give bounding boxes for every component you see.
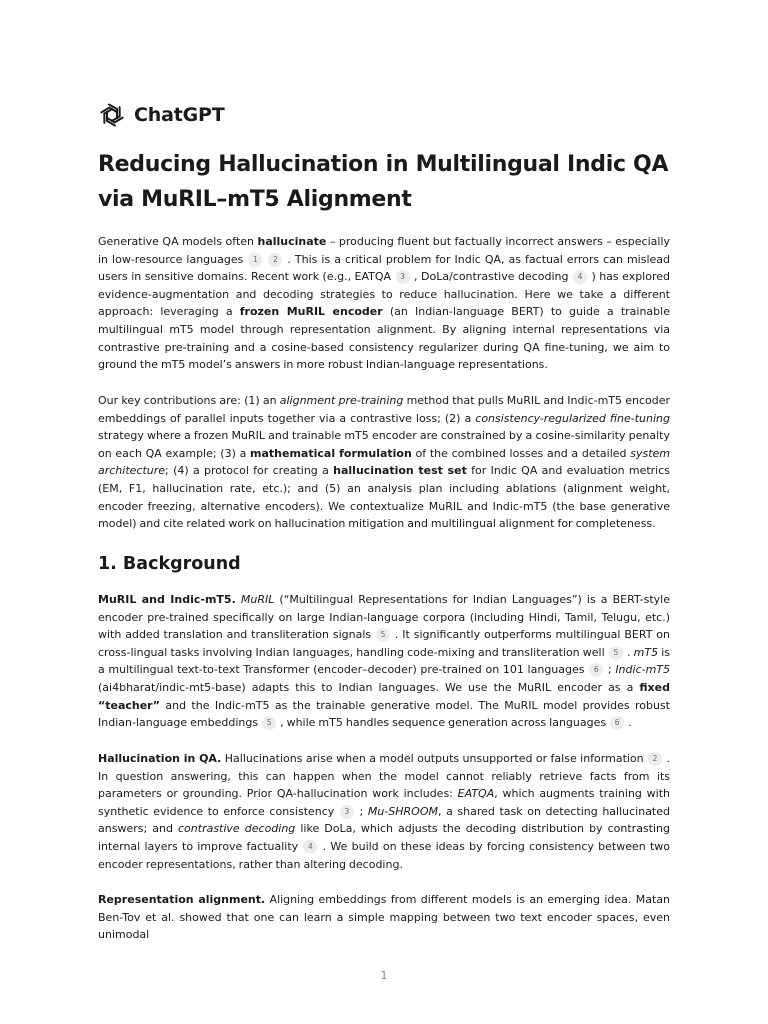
halluc-text: , which augments training with synthetic evidence to enforce consistency <box>98 787 671 818</box>
intro-text: , DoLa/contrastive decoding <box>414 270 572 284</box>
contributions-paragraph <box>98 392 670 533</box>
intro-text: – producing fluent but factually incorrect answers – especially in low-resource languages <box>98 235 670 266</box>
muril-italic: MuRIL <box>240 593 275 606</box>
halluc-text: ; <box>359 804 368 818</box>
citation-badge[interactable]: 1 <box>248 253 262 267</box>
citation-badge[interactable]: 2 <box>268 253 282 267</box>
muril-paragraph <box>98 591 670 732</box>
hallucination-paragraph <box>98 750 670 873</box>
intro-text: Generative QA models often <box>98 235 258 248</box>
paragraph-label: Representation alignment. <box>98 893 266 906</box>
page-number: 1 <box>380 969 388 982</box>
paragraph-label: Hallucination in QA. <box>98 752 222 765</box>
contrib-text: Our key contributions are: (1) an <box>98 394 280 407</box>
openai-logo-icon <box>98 101 126 129</box>
muril-text: is a multilingual text-to-text Transformer (encoder–decoder) pre-trained on 101 languages <box>98 645 671 677</box>
muril-text: , while mT5 handles sequence generation across languages <box>280 716 610 730</box>
section-heading: 1. Background <box>98 554 241 574</box>
citation-badge[interactable]: 6 <box>610 716 624 730</box>
intro-text: . This is a critical problem for Indic QA, as factual errors can mislead users in sensitive domains. Recent work (e.g., EATQA <box>98 252 671 284</box>
citation-badge[interactable]: 4 <box>573 270 587 284</box>
brand-header <box>98 100 224 130</box>
alignment-paragraph <box>98 891 670 942</box>
citation-badge[interactable]: 5 <box>376 628 390 642</box>
citation-badge[interactable]: 3 <box>340 805 354 819</box>
contrib-text: ; (4) a protocol for creating a <box>165 464 334 478</box>
contrib-bold: mathematical formulation <box>250 446 412 460</box>
contrib-italic: system architecture <box>98 446 670 478</box>
intro-text: (an Indian-language BERT) to guide a trainable multilingual mT5 model through representation alignment. By aligning internal representations via contrastive pre-training and a cosine-based consistency regularizer during QA fine-tuning, we aim to ground the mT5 model’s answers in more robust Indian-language representations. <box>98 305 670 372</box>
contrib-bold: hallucination test set <box>333 464 467 478</box>
citation-badge[interactable]: 2 <box>648 752 662 766</box>
contrib-italic: alignment pre-training <box>279 394 404 407</box>
intro-text: ) has explored evidence-augmentation and decoding strategies to reduce hallucination. Here we take a different approach: leveraging a <box>98 270 670 319</box>
citation-badge[interactable]: 4 <box>303 840 317 854</box>
repr-text: Aligning embeddings from different models is an emerging idea. Matan Ben-Tov et al. showed that one can learn a simple mapping between two text encoder spaces, even unimodal <box>98 893 670 942</box>
citation-badge[interactable]: 5 <box>609 646 623 660</box>
halluc-italic: contrastive decoding <box>178 822 296 836</box>
halluc-italic: EATQA <box>457 787 495 801</box>
intro-paragraph <box>98 233 670 374</box>
paragraph-label: MuRIL and Indic-mT5. <box>98 593 236 606</box>
muril-text: (ai4bharat/indic-mt5-base) adapts this to Indian languages. We use the MuRIL encoder as a <box>98 680 640 694</box>
contrib-text: method that pulls MuRIL and Indic-mT5 encoder embeddings of parallel inputs together via a contrastive loss; (2) a <box>98 394 670 425</box>
muril-text: and the Indic-mT5 as the trainable generative model. The MuRIL model provides robust Indian-language embeddings <box>98 698 670 730</box>
halluc-text: Hallucinations arise when a model outputs unsupported or false information <box>221 752 648 765</box>
brand-name: ChatGPT <box>134 104 225 126</box>
halluc-text: . We build on these ideas by forcing consistency between two encoder representations, rather than altering decoding. <box>98 839 670 871</box>
muril-italic: mT5 <box>633 645 659 659</box>
muril-text: . <box>628 716 632 730</box>
contrib-italic: consistency-regularized fine-tuning <box>475 411 670 425</box>
citation-badge[interactable]: 3 <box>396 270 410 284</box>
contrib-text: for Indic QA and evaluation metrics (EM, F1, hallucination rate, etc.); and (5) an analysis plan including ablations (alignment weight, encoder freezing, alternative encoders). We contextualize MuRIL and Indic-mT5 (the base generative model) and cite related work on hallucination mitigation and multilingual alignment for completeness. <box>98 464 671 531</box>
muril-text: . <box>626 645 634 659</box>
contrib-text: of the combined losses and a detailed <box>411 446 631 460</box>
citation-badge[interactable]: 5 <box>262 716 276 730</box>
intro-bold: hallucinate <box>257 235 327 248</box>
muril-text: ; <box>607 663 616 677</box>
muril-text: . It significantly outperforms multilingual BERT on cross-lingual tasks involving Indian languages, handling code-mixing and transliteration well <box>98 628 670 659</box>
muril-text: (“Multilingual Representations for Indian Languages”) is a BERT-style encoder pre-trained specifically on large Indian-language corpora (including Hindi, Tamil, Telugu, etc.) with added translation and transliteration signals <box>98 593 671 642</box>
muril-italic: Indic-mT5 <box>615 663 671 677</box>
halluc-text: like DoLa, which adjusts the decoding distribution by contrasting internal layers to improve factuality <box>98 822 670 853</box>
citation-badge[interactable]: 6 <box>589 663 603 677</box>
contrib-text: strategy where a frozen MuRIL and trainable mT5 encoder are constrained by a cosine-similarity penalty on each QA example; (3) a <box>98 429 670 460</box>
document-title: Reducing Hallucination in Multilingual Indic QA via MuRIL–mT5 Alignment <box>98 152 669 212</box>
halluc-italic: Mu-SHROOM <box>367 804 438 818</box>
halluc-text: . In question answering, this can happen when the model cannot reliably retrieve facts from its parameters or grounding. Prior QA-hallucination work includes: <box>98 752 670 801</box>
halluc-text: , a shared task on detecting hallucinated answers; and <box>98 804 670 836</box>
muril-bold: fixed “teacher” <box>98 680 670 712</box>
intro-bold: frozen MuRIL encoder <box>239 305 383 319</box>
